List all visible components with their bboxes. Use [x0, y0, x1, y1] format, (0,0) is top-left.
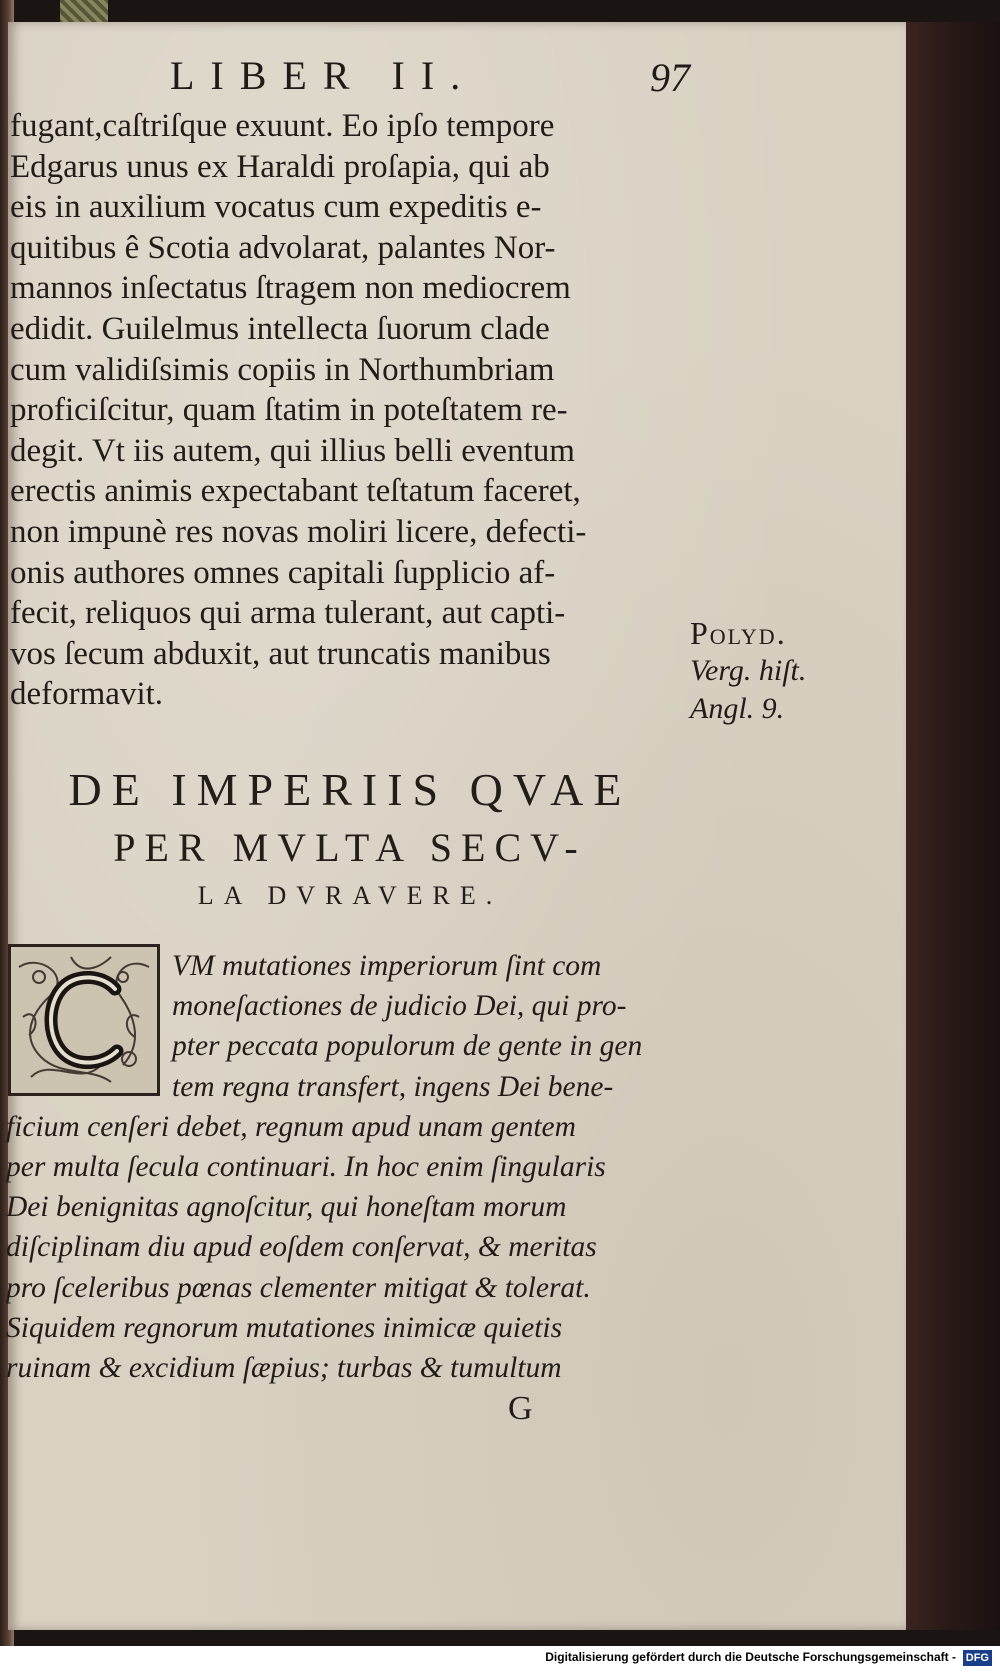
body-line: quitibus ê Scotia advolarat, palantes Nor-	[10, 229, 556, 266]
marginal-note-line: Verg. hiſt.	[690, 654, 807, 687]
body-line: mannos inſectatus ſtragem non mediocrem	[10, 270, 571, 307]
body-line: vos ſecum abduxit, aut truncatis manibus	[10, 635, 551, 672]
body-line: onis authores omnes capitali ſupplicio af-	[10, 554, 556, 591]
marginal-note-line: Polyd.	[690, 615, 787, 651]
italic-line: per multa ſecula continuari. In hoc enim ſingularis	[6, 1150, 606, 1183]
italic-line: Siquidem regnorum mutationes inimicæ quietis	[6, 1311, 563, 1344]
italic-line: pter peccata populorum de gente in gen	[172, 1030, 643, 1063]
body-text	[10, 106, 700, 715]
italic-line: VM mutationes imperiorum ſint com	[172, 950, 602, 982]
body-line: degit. Vt iis autem, qui illius belli eventum	[10, 432, 575, 469]
body-line: non impunè res novas moliri licere, defecti-	[10, 513, 587, 550]
dfg-logo-icon: DFG	[963, 1650, 992, 1666]
body-line: edidit. Guilelmus intellecta ſuorum clade	[10, 310, 550, 347]
page-header	[170, 52, 710, 98]
body-line: eis in auxilium vocatus cum expeditis e-	[10, 189, 542, 226]
body-line: fecit, reliquos qui arma tulerant, aut capti-	[10, 595, 566, 632]
marginal-note-line: Angl. 9.	[690, 692, 785, 725]
italic-paragraph	[6, 946, 696, 1388]
italic-line: ruinam & excidium ſæpius; turbas & tumultum	[6, 1351, 562, 1384]
italic-line: Dei benignitas agnoſcitur, qui honeſtam morum	[6, 1191, 567, 1224]
running-head: LIBER II.	[170, 53, 477, 98]
body-line: fugant,caſtriſque exuunt. Eo ipſo tempore	[10, 108, 555, 144]
heading-line: PER MVLTA SECV-	[113, 825, 587, 870]
page-number: 97	[650, 55, 690, 100]
footer-bar	[0, 1646, 1000, 1672]
body-line: proficiſcitur, quam ſtatim in poteſtatem re-	[10, 392, 568, 429]
italic-line: tem regna transfert, ingens Dei bene-	[172, 1070, 614, 1103]
italic-line: diſciplinam diu apud eoſdem conſervat, & meritas	[6, 1231, 597, 1264]
signature-mark: G	[508, 1390, 533, 1427]
body-line: Edgarus unus ex Haraldi proſapia, qui ab	[10, 148, 550, 185]
book-cover-edge	[906, 22, 1000, 1630]
funding-note: Digitalisierung gefördert durch die Deutsche Forschungsgemeinschaft -	[545, 1650, 956, 1664]
heading-line: DE IMPERIIS QVAE	[68, 764, 632, 815]
italic-line: pro ſceleribus pœnas clementer mitigat & tolerat.	[6, 1271, 591, 1304]
italic-line: moneſactiones de judicio Dei, qui pro-	[172, 990, 627, 1023]
marginal-note	[690, 614, 860, 728]
body-line: cum validiſsimis copiis in Northumbriam	[10, 351, 555, 388]
heading-line: LA DVRAVERE.	[197, 881, 503, 910]
body-line: erectis animis expectabant teſtatum faceret,	[10, 473, 581, 510]
italic-line: ficium cenſeri debet, regnum apud unam gentem	[6, 1110, 576, 1143]
body-line: deformavit.	[10, 676, 164, 713]
section-heading	[20, 760, 680, 916]
